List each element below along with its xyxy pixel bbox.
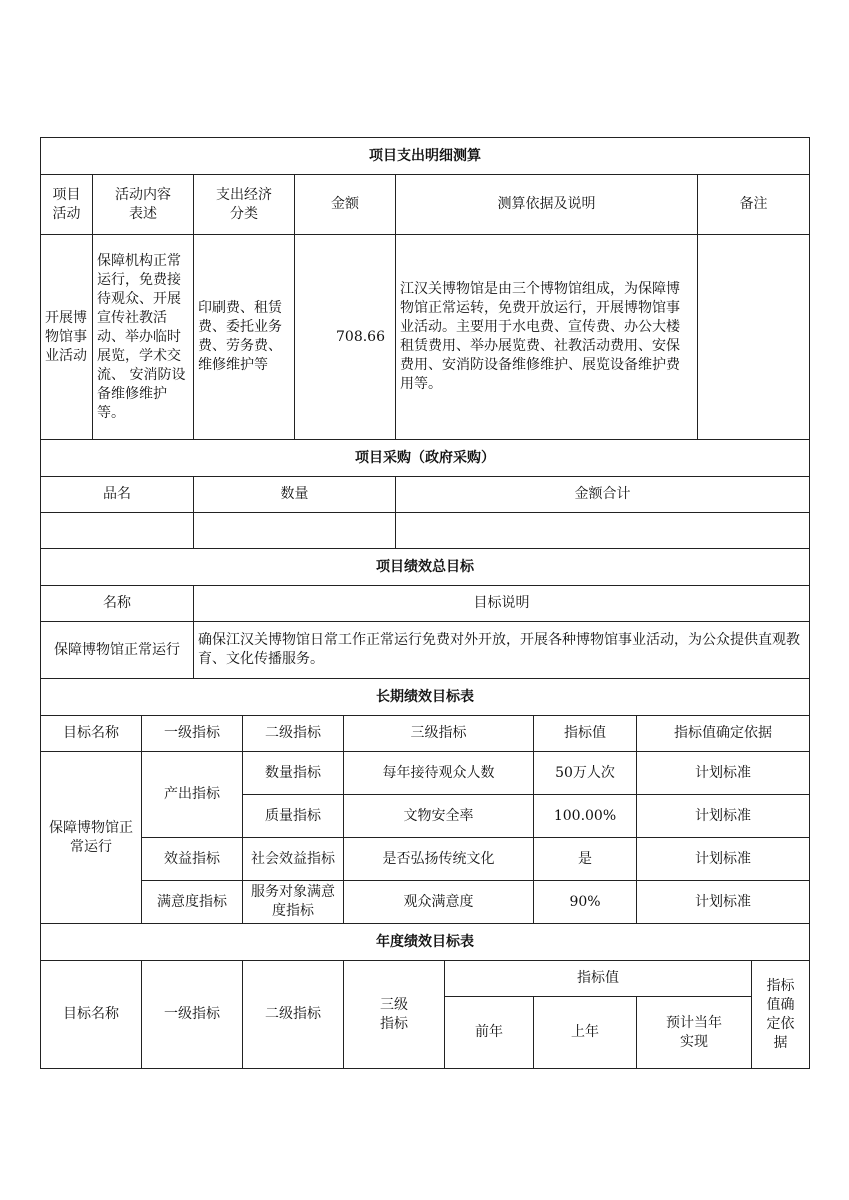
- category-cell: 印刷费、租赁费、委托业务费、劳务费、维修维护等: [194, 235, 295, 440]
- annual-subheader-prev2: 前年: [445, 997, 534, 1069]
- level2-cell: 社会效益指标: [243, 838, 344, 881]
- header-activity-l1: 项目: [52, 186, 81, 203]
- header-activity-l2: 活动: [52, 205, 81, 222]
- header-category-l1: 支出经济: [216, 186, 272, 203]
- basis-cell: 计划标准: [637, 752, 810, 795]
- level1-cell: 产出指标: [142, 752, 243, 838]
- level2-cell: 数量指标: [243, 752, 344, 795]
- annual-header-goal: 目标名称: [41, 961, 142, 1069]
- header-goal-name: 名称: [41, 586, 194, 622]
- annual-header-level3-l2: 指标: [380, 1015, 408, 1032]
- activity-cell: 开展博物馆事业活动: [41, 235, 93, 440]
- annual-subheader-expected: [637, 997, 752, 1069]
- header-remark: 备注: [698, 175, 810, 235]
- annual-header-value: 指标值: [445, 961, 752, 997]
- detail-table: [40, 137, 810, 440]
- remark-cell: [698, 235, 810, 440]
- header-level1: 一级指标: [142, 716, 243, 752]
- header-goal-desc: 目标说明: [194, 586, 810, 622]
- procurement-empty-cell: [41, 513, 194, 549]
- header-content-l1: 活动内容: [115, 186, 171, 203]
- header-category: [194, 175, 295, 235]
- overall-title: 项目绩效总目标: [41, 549, 810, 586]
- longterm-table: [40, 678, 810, 1069]
- level2-cell: 质量指标: [243, 795, 344, 838]
- level2-cell: 服务对象满意度指标: [243, 881, 344, 924]
- overall-goal-desc: 确保江汉关博物馆日常工作正常运行免费对外开放，开展各种博物馆事业活动，为公众提供直观教育、文化传播服务。: [194, 622, 810, 679]
- procurement-empty-cell: [194, 513, 396, 549]
- header-item-name: 品名: [41, 477, 194, 513]
- annual-subheader-expected-l1: 预计当年: [666, 1014, 722, 1031]
- header-level2: 二级指标: [243, 716, 344, 752]
- value-cell: 100.00%: [534, 795, 637, 838]
- annual-header-basis-l1: 指标: [766, 977, 795, 994]
- header-activity: [41, 175, 93, 235]
- header-category-l2: 分类: [230, 205, 258, 222]
- annual-header-level3-l1: 三级: [380, 996, 408, 1013]
- level1-cell: 满意度指标: [142, 881, 243, 924]
- header-basis: 测算依据及说明: [396, 175, 698, 235]
- level3-cell: 每年接待观众人数: [344, 752, 534, 795]
- amount-cell: 708.66: [295, 235, 396, 440]
- procurement-title: 项目采购（政府采购）: [41, 440, 810, 477]
- value-cell: 90%: [534, 881, 637, 924]
- level3-cell: 观众满意度: [344, 881, 534, 924]
- annual-header-level1: 一级指标: [142, 961, 243, 1069]
- header-content: [93, 175, 194, 235]
- header-value-basis: 指标值确定依据: [637, 716, 810, 752]
- header-goal: 目标名称: [41, 716, 142, 752]
- basis-cell: 江汉关博物馆是由三个博物馆组成，为保障博物馆正常运转，免费开放运行，开展博物馆事业活动。主要用于水电费、宣传费、办公大楼租赁费用、举办展览费、社教活动费用、安保费用、安消防设备维修维护、展览设备维护费用等。: [396, 235, 698, 440]
- annual-header-basis-l4: 据: [773, 1034, 788, 1051]
- header-amount: 金额: [295, 175, 396, 235]
- longterm-goal-cell: 保障博物馆正常运行: [41, 752, 142, 924]
- value-cell: 是: [534, 838, 637, 881]
- annual-title: 年度绩效目标表: [41, 924, 810, 961]
- basis-cell: 计划标准: [637, 795, 810, 838]
- level1-cell: 效益指标: [142, 838, 243, 881]
- basis-cell: 计划标准: [637, 881, 810, 924]
- procurement-empty-cell: [396, 513, 810, 549]
- longterm-title: 长期绩效目标表: [41, 679, 810, 716]
- header-amount-total: 金额合计: [396, 477, 810, 513]
- basis-cell: 计划标准: [637, 838, 810, 881]
- header-level3: 三级指标: [344, 716, 534, 752]
- header-content-l2: 表述: [129, 205, 157, 222]
- header-quantity: 数量: [194, 477, 396, 513]
- content-cell: 保障机构正常运行，免费接待观众、开展宣传社教活动、举办临时展览，学术交流、 安消防设备维修维护等。: [93, 235, 194, 440]
- header-value: 指标值: [534, 716, 637, 752]
- annual-subheader-expected-l2: 实现: [680, 1033, 708, 1050]
- annual-subheader-prev1: 上年: [534, 997, 637, 1069]
- procurement-table: [40, 439, 810, 679]
- annual-header-level2: 二级指标: [243, 961, 344, 1069]
- annual-header-basis: [752, 961, 810, 1069]
- annual-header-level3: [344, 961, 445, 1069]
- annual-header-basis-l3: 定依: [766, 1015, 795, 1032]
- level3-cell: 文物安全率: [344, 795, 534, 838]
- detail-title: 项目支出明细测算: [41, 138, 810, 175]
- annual-header-basis-l2: 值确: [766, 996, 795, 1013]
- value-cell: 50万人次: [534, 752, 637, 795]
- performance-sheet: [40, 137, 809, 1069]
- overall-goal-name: 保障博物馆正常运行: [41, 622, 194, 679]
- level3-cell: 是否弘扬传统文化: [344, 838, 534, 881]
